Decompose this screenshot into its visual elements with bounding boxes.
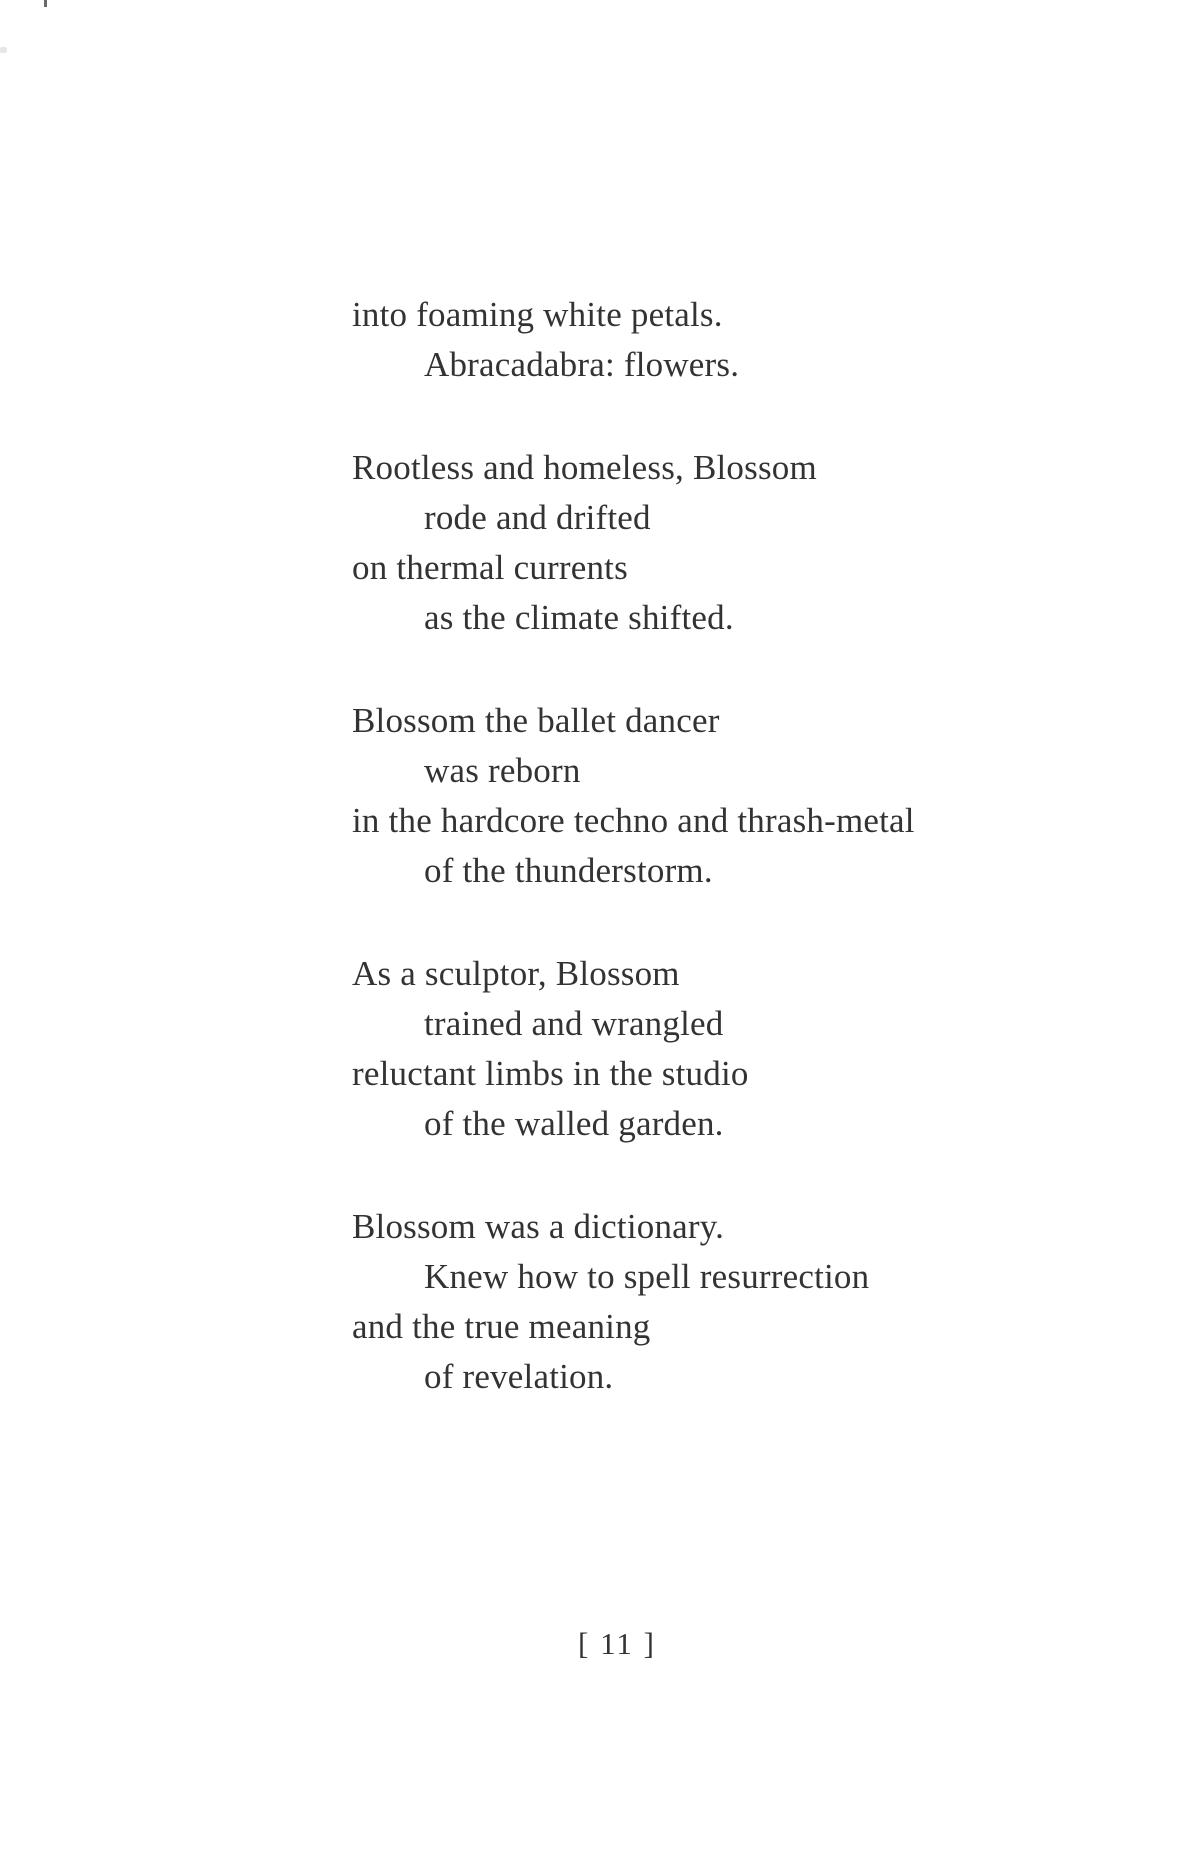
poem-line: reluctant limbs in the studio: [352, 1054, 749, 1093]
poem-line: in the hardcore techno and thrash-metal: [352, 801, 915, 840]
poem-line: trained and wrangled: [424, 1004, 724, 1043]
poem-line: Blossom was a dictionary.: [352, 1207, 725, 1246]
poem-line: on thermal currents: [352, 548, 628, 587]
stanza: [352, 290, 915, 390]
scan-artifact-tick: [44, 0, 47, 7]
poem-line: Rootless and homeless, Blossom: [352, 448, 817, 487]
poem-body: [352, 290, 915, 1455]
stanza: [352, 1202, 915, 1402]
poem-line: of revelation.: [424, 1357, 614, 1396]
poem-line: of the walled garden.: [424, 1104, 724, 1143]
poem-line: and the true meaning: [352, 1307, 651, 1346]
poem-line: of the thunderstorm.: [424, 851, 713, 890]
poem-line: As a sculptor, Blossom: [352, 954, 680, 993]
poem-line: into foaming white petals.: [352, 295, 723, 334]
stanza: [352, 443, 915, 643]
poem-line: as the climate shifted.: [424, 598, 734, 637]
poem-line: was reborn: [424, 751, 581, 790]
stanza: [352, 949, 915, 1149]
poem-line: Blossom the ballet dancer: [352, 701, 720, 740]
scan-artifact-smudge: [0, 47, 7, 53]
stanza: [352, 696, 915, 896]
page-number: [ 11 ]: [578, 1626, 656, 1661]
poem-line: Abracadabra: flowers.: [424, 345, 740, 384]
poem-line: Knew how to spell resurrection: [424, 1257, 870, 1296]
poem-line: rode and drifted: [424, 498, 651, 537]
